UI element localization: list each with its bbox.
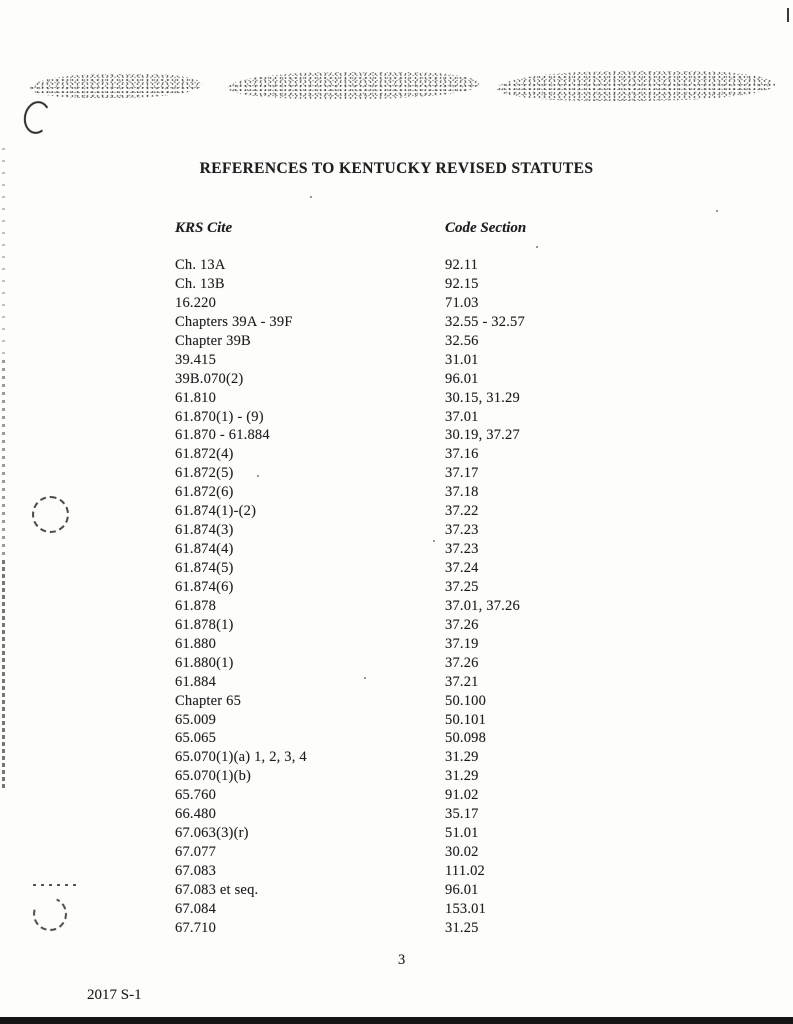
code-section-cell: 37.19 [445, 635, 479, 652]
krs-cite-cell: 65.070(1)(b) [175, 768, 252, 785]
krs-cite-cell: 61.884 [175, 673, 217, 690]
table-row [175, 862, 665, 881]
code-section-cell: 37.24 [445, 560, 479, 576]
krs-cite-cell: 66.480 [175, 806, 217, 823]
supplement-label: 2017 S-1 [87, 987, 142, 1003]
column-header-krs-cite: KRS Cite [175, 220, 233, 236]
krs-cite-cell: 61.874(5) [175, 560, 234, 576]
krs-cite-cell: 65.760 [175, 787, 217, 804]
code-section-cell: 31.01 [445, 351, 479, 368]
page-title: REFERENCES TO KENTUCKY REVISED STATUTES [199, 160, 594, 177]
table-row [175, 692, 665, 711]
krs-table-body [175, 256, 665, 938]
table-row [175, 748, 665, 767]
code-section-cell: 96.01 [445, 370, 479, 387]
krs-cite-cell: Chapters 39A - 39F [175, 313, 293, 330]
krs-cite-cell: 61.880(1) [175, 654, 234, 671]
table-row [175, 843, 665, 862]
table-row [175, 521, 665, 540]
code-section-cell: 32.55 - 32.57 [445, 313, 525, 330]
krs-cite-cell: 67.083 et seq. [175, 881, 259, 898]
table-row [175, 559, 665, 578]
krs-cite-cell: 61.874(4) [175, 541, 234, 558]
table-row [175, 900, 665, 919]
table-row [175, 313, 665, 332]
table-row [175, 351, 665, 370]
code-section-cell: 92.15 [445, 275, 479, 292]
code-section-cell: 30.02 [445, 844, 479, 861]
krs-cite-cell: 61.872(5) [175, 465, 234, 482]
krs-cite-cell: 61.880 [175, 635, 217, 652]
table-row [175, 597, 665, 616]
table-row [175, 502, 665, 521]
scan-edge-artifact [2, 360, 5, 560]
table-row [175, 464, 665, 483]
hole-punch-mark [28, 892, 72, 936]
krs-cite-cell: 61.872(6) [175, 484, 234, 501]
code-section-cell: 50.101 [445, 711, 487, 728]
krs-cite-cell: 61.874(3) [175, 522, 234, 539]
table-header-row [175, 220, 665, 237]
table-row [175, 786, 665, 805]
code-section-cell: 51.01 [445, 825, 479, 842]
krs-cite-cell: 61.874(6) [175, 578, 234, 595]
code-section-cell: 37.26 [445, 616, 479, 633]
table-row [175, 540, 665, 559]
code-section-cell: 96.01 [445, 881, 479, 898]
scan-speck [310, 196, 312, 198]
code-section-cell: 153.01 [445, 900, 487, 917]
code-section-cell: 37.01, 37.26 [445, 597, 520, 614]
table-row [175, 654, 665, 673]
table-row [175, 275, 665, 294]
code-section-cell: 30.19, 37.27 [445, 427, 520, 444]
krs-cite-cell: 16.220 [175, 294, 217, 311]
code-section-cell: 37.22 [445, 503, 479, 520]
krs-cite-cell: 61.874(1)-(2) [175, 503, 257, 520]
krs-cite-cell: 61.810 [175, 389, 217, 406]
krs-cite-cell: 67.083 [175, 863, 217, 879]
krs-cite-cell: 61.870 - 61.884 [175, 427, 270, 444]
scan-noise-band [30, 74, 202, 98]
table-row [175, 389, 665, 408]
table-row [175, 294, 665, 313]
krs-cite-cell: Ch. 13A [175, 257, 226, 273]
code-section-cell: 91.02 [445, 787, 479, 804]
code-section-cell: 37.23 [445, 541, 479, 558]
table-row [175, 616, 665, 635]
code-section-cell: 37.21 [445, 673, 479, 690]
code-section-cell: 50.100 [445, 692, 487, 709]
krs-cite-cell: 61.878(1) [175, 616, 234, 633]
krs-cite-cell: Chapter 65 [175, 692, 242, 709]
page-number: 3 [398, 952, 406, 968]
table-row [175, 256, 665, 275]
pen-arc-mark [21, 99, 53, 137]
code-section-cell: 31.25 [445, 919, 479, 936]
hole-punch-mark [32, 496, 69, 533]
table-row [175, 919, 665, 938]
table-row [175, 711, 665, 730]
krs-cite-cell: Chapter 39B [175, 332, 251, 349]
table-row [175, 445, 665, 464]
scan-edge-artifact [2, 560, 5, 790]
code-section-cell: 30.15, 31.29 [445, 389, 520, 406]
krs-cite-cell: 67.710 [175, 919, 217, 936]
scan-noise-band [497, 71, 775, 101]
code-section-cell: 37.01 [445, 408, 479, 425]
code-section-cell: 37.18 [445, 484, 479, 501]
table-row [175, 426, 665, 445]
krs-cite-cell: 65.065 [175, 730, 217, 747]
krs-cite-cell: 67.077 [175, 844, 217, 861]
table-row [175, 805, 665, 824]
krs-cite-cell: 39.415 [175, 351, 217, 368]
table-row [175, 824, 665, 843]
code-section-cell: 32.56 [445, 332, 479, 349]
krs-cite-cell: 67.084 [175, 900, 217, 917]
scan-speck [716, 210, 718, 212]
scan-edge-artifact [2, 148, 5, 358]
scan-bottom-bar [0, 1017, 793, 1024]
code-section-cell: 71.03 [445, 294, 479, 311]
dashed-line-mark [33, 884, 79, 886]
table-row [175, 408, 665, 427]
table-row [175, 881, 665, 900]
scan-speck [536, 246, 538, 248]
krs-cite-cell: 67.063(3)(r) [175, 825, 249, 842]
table-row [175, 635, 665, 654]
table-row [175, 370, 665, 389]
code-section-cell: 37.17 [445, 465, 479, 482]
table-row [175, 729, 665, 748]
krs-cite-cell: 61.870(1) - (9) [175, 408, 264, 425]
table-row [175, 767, 665, 786]
table-row [175, 483, 665, 502]
code-section-cell: 37.16 [445, 446, 479, 463]
krs-cite-cell: 65.009 [175, 711, 217, 728]
krs-cite-cell: Ch. 13B [175, 275, 225, 292]
krs-cite-cell: 65.070(1)(a) 1, 2, 3, 4 [175, 749, 307, 766]
krs-cite-cell: 39B.070(2) [175, 370, 244, 387]
table-row [175, 332, 665, 351]
corner-tick-mark [787, 8, 789, 22]
code-section-cell: 37.25 [445, 578, 479, 595]
column-header-code-section: Code Section [445, 220, 527, 236]
code-section-cell: 31.29 [445, 749, 479, 766]
table-row [175, 673, 665, 692]
code-section-cell: 37.23 [445, 522, 479, 539]
table-row [175, 578, 665, 597]
krs-cite-cell: 61.872(4) [175, 446, 234, 463]
code-section-cell: 35.17 [445, 806, 479, 823]
scan-noise-band [228, 72, 480, 99]
code-section-cell: 37.26 [445, 654, 479, 671]
code-section-cell: 111.02 [445, 863, 485, 879]
code-section-cell: 92.11 [445, 257, 479, 273]
krs-cite-cell: 61.878 [175, 597, 217, 614]
code-section-cell: 31.29 [445, 768, 479, 785]
code-section-cell: 50.098 [445, 730, 487, 747]
